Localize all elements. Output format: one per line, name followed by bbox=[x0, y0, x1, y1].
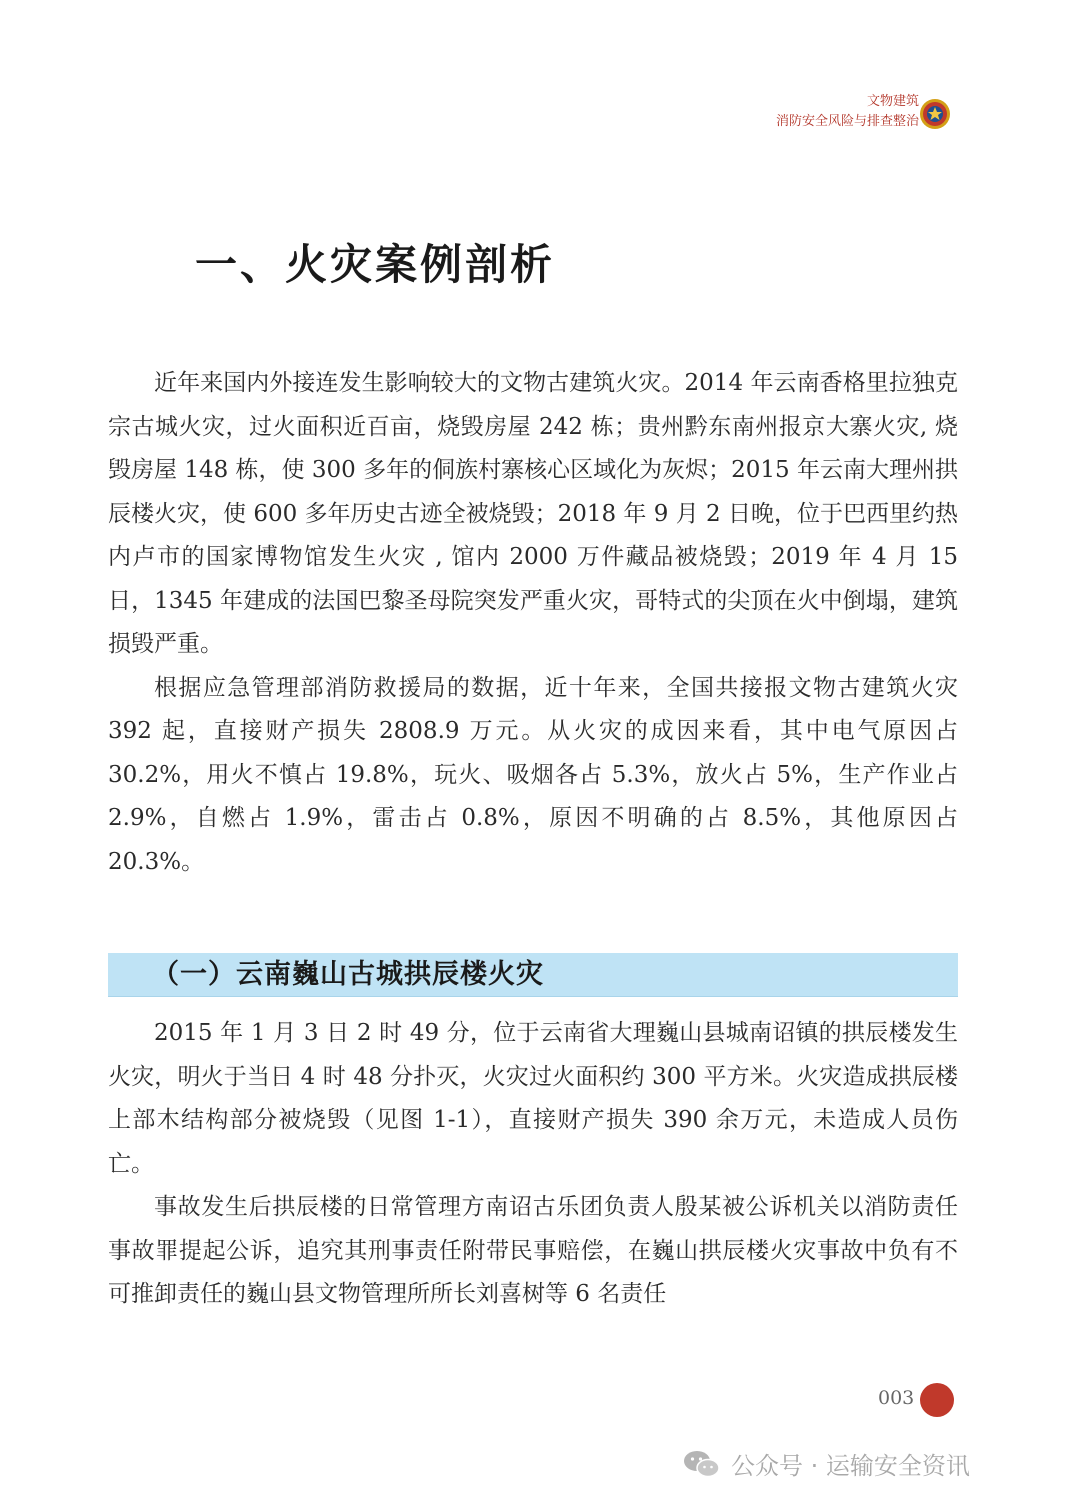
running-header-line2: 消防安全风险与排查整治 bbox=[775, 114, 919, 129]
watermark bbox=[683, 1446, 970, 1481]
page-number: 003 bbox=[878, 1387, 915, 1409]
chapter-title: 一、火灾案例剖析 bbox=[195, 240, 556, 289]
page-number-dot bbox=[920, 1383, 954, 1417]
section-text bbox=[108, 1012, 958, 1317]
section-paragraph-1: 2015 年 1 月 3 日 2 时 49 分，位于云南省大理巍山县城南诏镇的拱辰楼发生火灾，明火于当日 4 时 48 分扑灭，火灾过火面积约 300 平方米。火灾造成拱辰楼上部木结构部分被烧毁（见图 1-1），直接财产损失 390 余万元，未造成人员伤亡。 bbox=[108, 1020, 958, 1177]
intro-paragraph-2: 根据应急管理部消防救援局的数据，近十年来，全国共接报文物古建筑火灾 392 起，直接财产损失 2808.9 万元。从火灾的成因来看，其中电气原因占 30.2%，用火不慎占 19.8%，玩火、吸烟各占 5.3%，放火占 5%，生产作业占 2.9%，自燃占 1.9%，雷击占 0.8%，原因不明确的占 8.5%，其他原因占 20.3%。 bbox=[108, 674, 958, 875]
running-header bbox=[776, 92, 919, 132]
wechat-icon bbox=[683, 1449, 721, 1479]
section-title: （一）云南巍山古城拱辰楼火灾 bbox=[152, 959, 544, 990]
section-paragraph-2: 事故发生后拱辰楼的日常管理方南诏古乐团负责人殷某被公诉机关以消防责任事故罪提起公诉，追究其刑事责任附带民事赔偿，在巍山拱辰楼火灾事故中负有不可推卸责任的巍山县文物管理所所长刘喜树等 6 名责任 bbox=[108, 1194, 958, 1307]
intro-text bbox=[108, 362, 958, 884]
running-header-line1: 文物建筑 bbox=[866, 94, 919, 109]
watermark-text: 公众号 · 运输安全资讯 bbox=[731, 1452, 970, 1480]
fire-rescue-emblem-icon bbox=[919, 98, 951, 130]
intro-paragraph-1: 近年来国内外接连发生影响较大的文物古建筑火灾。2014 年云南香格里拉独克宗古城火灾，过火面积近百亩，烧毁房屋 242 栋；贵州黔东南州报京大寨火灾, 烧毁房屋 148 栋，使 300 多年的侗族村寨核心区域化为灰烬；2015 年云南大理州拱辰楼火灾，使 600 多年历史古迹全被烧毁；2018 年 9 月 2 日晚，位于巴西里约热内卢市的国家博物馆发生火灾 , 馆内 2000 万件藏品被烧毁；2019 年 4 月 15 日，1345 年建成的法国巴黎圣母院突发严重火灾，哥特式的尖顶在火中倒塌，建筑损毁严重。 bbox=[108, 370, 958, 657]
section-heading-bar bbox=[108, 953, 958, 997]
